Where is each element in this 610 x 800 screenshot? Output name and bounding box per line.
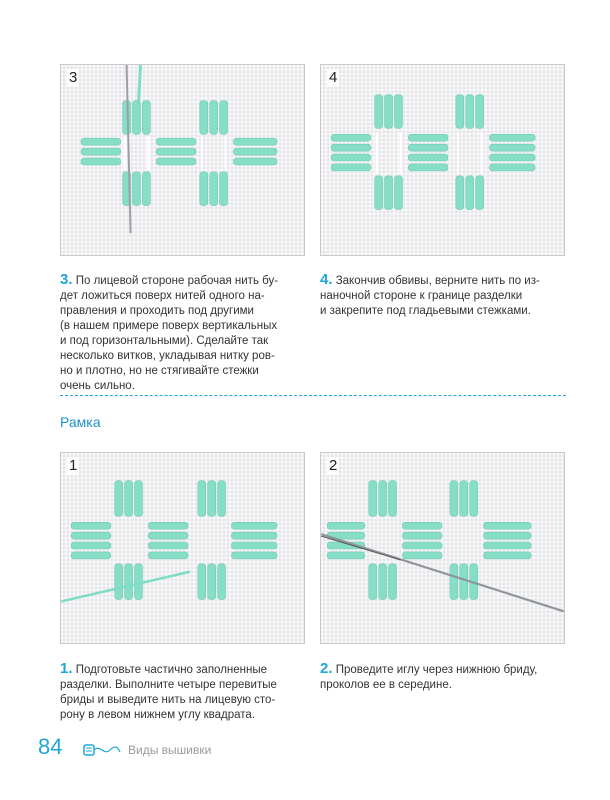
photo-number: 1	[69, 457, 78, 474]
photo-frame-step-1	[60, 452, 305, 644]
step-line	[60, 272, 310, 289]
step-line: и закрепите под гладьевыми стежками.	[320, 305, 531, 317]
section-title: Рамка	[60, 414, 101, 430]
section-name: Виды вышивки	[128, 743, 212, 757]
photo-frame-step-2	[320, 452, 565, 644]
step-number: 4.	[320, 271, 333, 288]
photo-step-4	[320, 64, 565, 256]
step-number: 3.	[60, 271, 73, 288]
step-line	[60, 661, 310, 678]
step-line: проколов ее в середине.	[320, 679, 452, 691]
embroidery-illustration	[61, 65, 304, 255]
step-4-text	[320, 272, 570, 319]
step-line-text: Закончив обвивы, верните нить по из-	[335, 275, 540, 287]
frame-step-2-text	[320, 661, 570, 693]
photo-number: 4	[329, 69, 338, 86]
step-number: 1.	[60, 660, 73, 677]
step-line: правления и проходить под другими	[60, 305, 254, 317]
page-number: 84	[38, 734, 63, 759]
step-line: наночной стороне к границе разделки	[320, 290, 523, 302]
step-line-text: Подготовьте частично заполненные	[75, 664, 268, 676]
step-line: но и плотно, но не стягивайте стежки	[60, 365, 259, 377]
step-line: разделки. Выполните четыре перевитые	[60, 679, 277, 691]
step-line: бриды и выведите нить на лицевую сто-	[60, 694, 276, 706]
step-line	[320, 272, 570, 289]
embroidery-illustration	[321, 453, 564, 643]
embroidery-illustration	[61, 453, 304, 643]
step-line: и под горизонтальными). Сделайте так	[60, 335, 269, 347]
step-line	[320, 661, 570, 678]
step-3-text	[60, 272, 310, 394]
step-line: (в нашем примере поверх вертикальных	[60, 320, 278, 332]
step-number: 2.	[320, 660, 333, 677]
embroidery-illustration	[321, 65, 564, 255]
step-line: несколько витков, укладывая нитку ров-	[60, 350, 275, 362]
step-line: дет ложиться поверх нитей одного на-	[60, 290, 265, 302]
photo-number: 2	[329, 457, 338, 474]
step-line: очень сильно.	[60, 380, 135, 392]
step-line-text: Проведите иглу через нижнюю бриду,	[335, 664, 538, 676]
step-line: рону в левом нижнем углу квадрата.	[60, 709, 256, 721]
frame-step-1-text	[60, 661, 310, 723]
thread-spool-icon	[82, 742, 122, 758]
step-line-text: По лицевой стороне рабочая нить бу-	[75, 275, 279, 287]
section-divider	[60, 395, 566, 396]
photo-number: 3	[69, 69, 78, 86]
photo-step-3	[60, 64, 305, 256]
